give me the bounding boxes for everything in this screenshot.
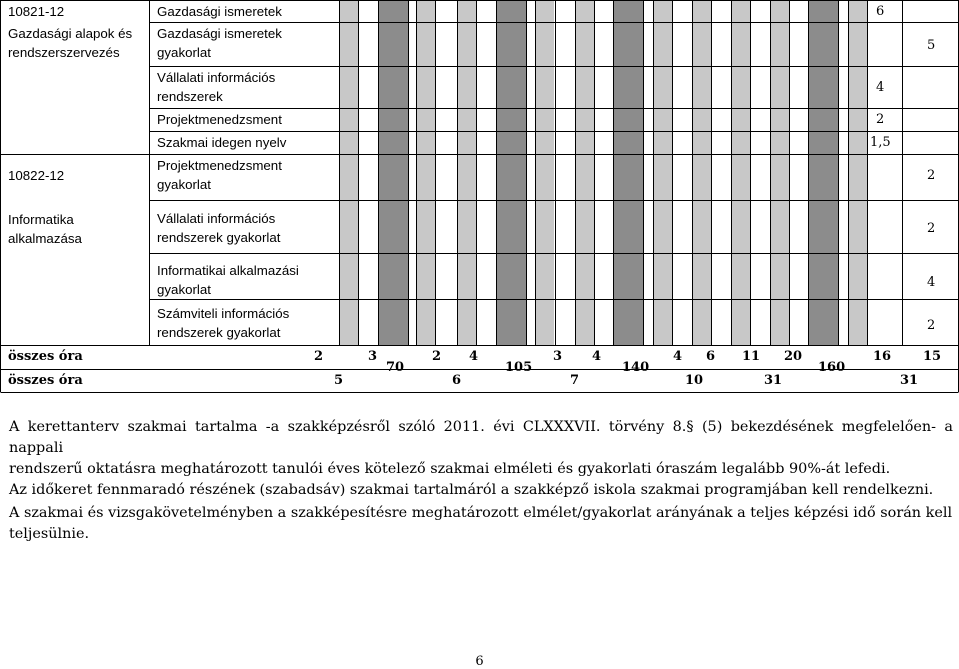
shaded-column-light	[575, 0, 594, 345]
hours-cell: 6	[876, 4, 885, 19]
total-cell: 7	[570, 373, 580, 388]
total-cell: 6	[706, 349, 716, 364]
shaded-column-light	[848, 0, 867, 345]
shaded-column-light	[653, 0, 672, 345]
subject-cell: Projektmenedzsment	[157, 112, 282, 127]
total-cell: 2	[314, 349, 324, 364]
paragraph-line: A kerettanterv szakmai tartalma -a szakképzésről szóló 2011. évi CLXXXVII. törvény 8.§ (5) bekezdésének megfelelően- a nappali	[9, 419, 953, 456]
subject-cell: Vállalati információs rendszerek gyakorlat	[157, 211, 281, 245]
module-name-2: Informatika alkalmazása	[8, 212, 82, 246]
paragraph-line: teljesülnie.	[9, 526, 90, 542]
shaded-column-light	[731, 0, 750, 345]
hours-cell: 2	[927, 168, 936, 183]
shaded-column-light	[457, 0, 476, 345]
shaded-column-light	[692, 0, 711, 345]
total-merged-cell: 160	[818, 360, 846, 375]
paragraph-2	[9, 503, 953, 545]
total-cell: 3	[553, 349, 563, 364]
total-cell: 31	[900, 373, 919, 388]
shaded-column-light	[770, 0, 789, 345]
total-cell: 31	[764, 373, 783, 388]
total-cell: 10	[685, 373, 704, 388]
shaded-column-dark	[613, 0, 643, 345]
subject-cell: Projektmenedzsment gyakorlat	[157, 158, 282, 192]
subject-cell: Informatikai alkalmazási gyakorlat	[157, 263, 299, 297]
shaded-column-dark	[496, 0, 526, 345]
total-cell: 5	[334, 373, 344, 388]
module-code-1: 10821-12	[8, 4, 65, 19]
paragraph-line: A szakmai és vizsgakövetelményben a szakképesítésre meghatározott elmélet/gyakorlat arányának a teljes képzési idő során kell	[9, 505, 953, 521]
total-cell: 20	[784, 349, 803, 364]
hours-cell: 2	[927, 318, 936, 333]
page-number: 6	[475, 654, 484, 669]
total-merged-cell: 70	[386, 360, 405, 375]
paragraph-1	[9, 417, 953, 501]
total-cell: 11	[742, 349, 761, 364]
total-cell: 4	[592, 349, 602, 364]
totals-label-2: összes óra	[8, 373, 83, 388]
subject-cell: Gazdasági ismeretek gyakorlat	[157, 26, 282, 60]
module-code-2: 10822-12	[8, 168, 65, 183]
subject-cell: Szakmai idegen nyelv	[157, 135, 287, 150]
total-cell: 2	[432, 349, 442, 364]
hours-cell: 2	[876, 112, 885, 127]
subject-cell: Vállalati információs rendszerek	[157, 70, 276, 104]
shaded-column-light	[535, 0, 554, 345]
hours-cell: 2	[927, 221, 936, 236]
hours-cell: 4	[927, 275, 936, 290]
totals-label-1: összes óra	[8, 349, 83, 364]
shaded-column-light	[416, 0, 435, 345]
hours-cell: 1,5	[870, 135, 891, 150]
total-cell: 4	[673, 349, 683, 364]
total-cell: 15	[923, 349, 942, 364]
total-cell: 4	[469, 349, 479, 364]
hours-cell: 5	[927, 38, 936, 53]
hours-cell: 4	[876, 80, 885, 95]
paragraph-line: Az időkeret fennmaradó részének (szabadsáv) szakmai tartalmáról a szakképző iskola szakmai programjában kell rendelkezni.	[9, 482, 934, 498]
shaded-column-dark	[378, 0, 408, 345]
subject-cell: Gazdasági ismeretek	[157, 4, 282, 19]
total-cell: 3	[368, 349, 378, 364]
total-merged-cell: 105	[505, 360, 533, 375]
shaded-column-dark	[808, 0, 838, 345]
total-cell: 16	[873, 349, 892, 364]
total-merged-cell: 140	[622, 360, 650, 375]
total-cell: 6	[452, 373, 462, 388]
paragraph-line: rendszerű oktatásra meghatározott tanulói éves kötelező szakmai elméleti és gyakorlati óraszám legalább 90%-át lefedi.	[9, 461, 891, 477]
shaded-column-light	[339, 0, 358, 345]
subject-cell: Számviteli információs rendszerek gyakorlat	[157, 306, 290, 340]
module-name-1: Gazdasági alapok és rendszerszervezés	[8, 26, 133, 60]
